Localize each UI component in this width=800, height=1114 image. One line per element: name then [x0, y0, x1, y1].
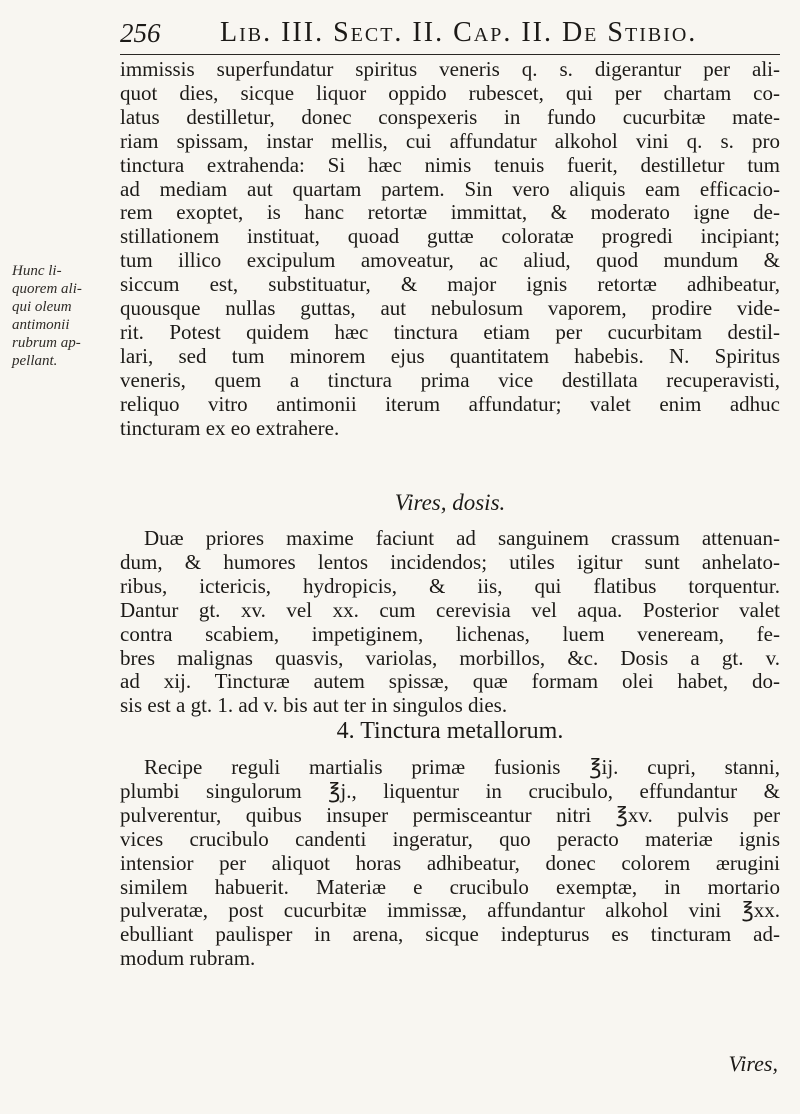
text-line: latus destilletur, donec conspexeris in fundo cucurbitæ mate- [120, 105, 780, 129]
text-line: Recipe reguli martialis primæ fusionis ℥ij. cupri, stanni, [144, 756, 780, 779]
page-header [120, 14, 780, 55]
margin-note-line: quorem ali- [12, 281, 82, 297]
text-line: veneris, quem a tinctura prima vice destillata recuperavisti, [120, 368, 780, 392]
text-line: Duæ priores maxime faciunt ad sanguinem crassum attenuan- [144, 527, 780, 550]
paragraph-recipe [120, 756, 780, 971]
section-heading-vires-dosis: Vires, dosis. [394, 490, 506, 515]
text-line: tinctura extrahenda: Si hæc nimis tenuis fuerit, destilletur tum [120, 153, 780, 177]
text-line: siccum est, substituatur, & major ignis retortæ adhibeatur, [120, 273, 780, 297]
catchword: Vires, [728, 1051, 778, 1076]
margin-note-line: rubrum ap- [12, 335, 81, 351]
margin-note-line: antimonii [12, 317, 70, 333]
text-line: Dantur gt. xv. vel xx. cum cerevisia vel aqua. Posterior valet [120, 598, 780, 622]
text-line: riam spissam, instar mellis, cui affundatur alkohol vini q. s. pro [120, 129, 780, 153]
running-head: Lib. III. Sect. II. Cap. II. De Stibio. [220, 17, 698, 48]
text-line: tincturam ex eo extrahere. [120, 416, 340, 440]
margin-note-line: qui oleum [12, 299, 72, 315]
text-line: pulverentur, quibus insuper permisceantur nitri ℥xv. pulvis per [120, 803, 780, 827]
text-line: rem exoptet, is hanc retortæ immittat, & moderato igne de- [120, 201, 780, 225]
text-line: immissis superfundatur spiritus veneris q. s. digerantur per ali- [120, 58, 780, 81]
text-line: lari, sed tum minorem ejus quantitatem habebis. N. Spiritus [120, 344, 780, 368]
margin-note-line: pellant. [12, 353, 58, 369]
text-line: similem habuerit. Materiæ e crucibulo exemptæ, in mortario [120, 875, 780, 899]
text-line: ad mediam aut quartam partem. Sin vero aliquis eam efficacio- [120, 177, 780, 201]
text-line: sis est a gt. 1. ad v. bis aut ter in singulos dies. [120, 694, 508, 718]
text-line: dum, & humores lentos incidendos; utiles igitur sunt anhelato- [120, 550, 780, 574]
section-heading-tinctura-metallorum: 4. Tinctura metallorum. [336, 718, 564, 744]
text-line: rit. Potest quidem hæc tinctura etiam per cucurbitam destil- [120, 320, 780, 344]
text-line: ad xij. Tincturæ autem spissæ, quæ formam olei habet, do- [120, 670, 780, 694]
text-line: quot dies, sicque liquor oppido rubescet, qui per chartam co- [120, 81, 780, 105]
text-line: plumbi singulorum ℥j., liquentur in crucibulo, effundantur & [120, 779, 780, 803]
paragraph-preparation [120, 58, 780, 441]
text-line: intensior per aliquot horas adhibeatur, donec colorem ærugini [120, 851, 780, 875]
text-line: modum rubram. [120, 947, 256, 971]
margin-note [12, 262, 122, 370]
text-line: contra scabiem, impetiginem, lichenas, luem veneream, fe- [120, 622, 780, 646]
text-line: stillationem instituat, quoad guttæ coloratæ progredi incipiant; [120, 225, 780, 249]
paragraph-vires [120, 527, 780, 718]
page-number: 256 [120, 18, 161, 48]
text-line: vices crucibulo candenti ingeratur, quo peracto materiæ ignis [120, 827, 780, 851]
margin-note-line: Hunc li- [12, 263, 62, 279]
text-line: ribus, ictericis, hydropicis, & iis, qui flatibus torquentur. [120, 574, 780, 598]
text-line: ebulliant paulisper in arena, sicque indepturus es tincturam ad- [120, 923, 780, 947]
text-line: quousque nullas guttas, aut nebulosum vaporem, prodire vide- [120, 297, 780, 321]
text-line: reliquo vitro antimonii iterum affundatur; valet enim adhuc [120, 392, 780, 416]
text-line: bres malignas quasvis, variolas, morbillos, &c. Dosis a gt. v. [120, 646, 780, 670]
text-line: pulveratæ, post cucurbitæ immissæ, affundantur alkohol vini ℥xx. [120, 899, 780, 923]
text-line: tum illico excipulum amoveatur, ac aliud, quod mundum & [120, 249, 780, 273]
